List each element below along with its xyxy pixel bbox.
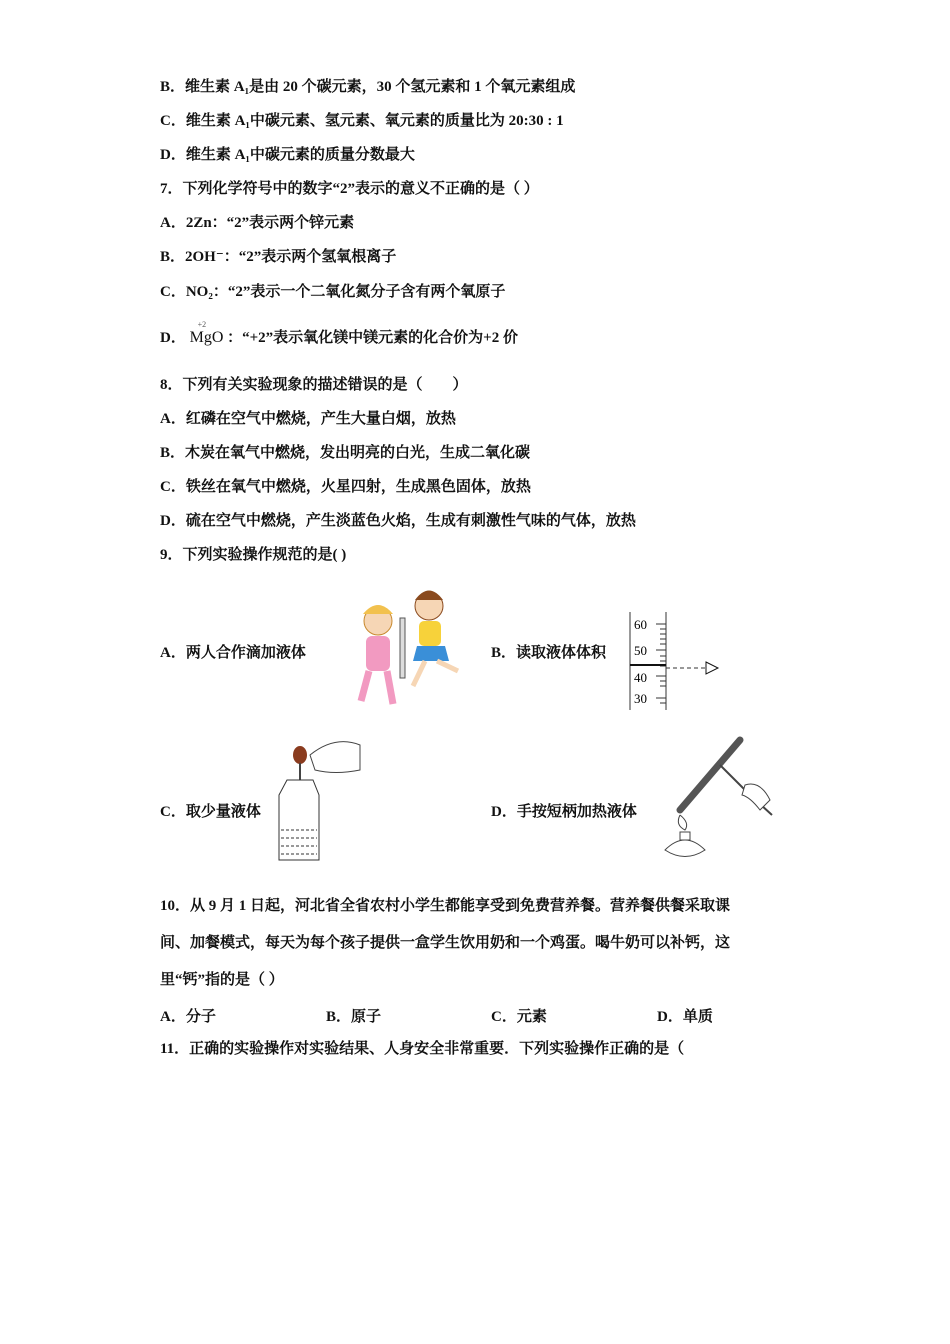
q11-stem: 11．正确的实验操作对实验结果、人身安全非常重要．下列实验操作正确的是（ [160,1041,685,1057]
graduated-cylinder-reading [626,610,726,715]
formula-text: MgO [189,329,224,346]
q10-option-c: C．元素 [491,1009,547,1025]
q10-option-d: D．单质 [657,1009,713,1025]
q10-line2: 间、加餐模式，每天为每个孩子提供一盒学生饮用奶和一个鸡蛋。喝牛奶可以补钙，这 [160,935,731,951]
q8-option-d: D．硫在空气中燃烧，产生淡蓝色火焰，生成有刺激性气味的气体，放热 [160,513,636,529]
heating-test-tube-alcohol-lamp [660,735,780,865]
valence-mark: +2 [197,320,207,329]
q9-option-a: A．两人合作滴加液体 [160,645,306,661]
q8-option-a: A．红磷在空气中燃烧，产生大量白烟，放热 [160,411,456,427]
q7-option-d-text: ：“+2”表示氧化镁中镁元素的化合价为+2 价 [227,330,518,346]
mgo-formula [189,320,224,346]
q10-option-b: B．原子 [326,1009,382,1025]
q7-option-b: B．2OH⁻：“2”表示两个氢氧根离子 [160,249,397,265]
q7-stem: 7．下列化学符号中的数字“2”表示的意义不正确的是（ ） [160,181,539,197]
q10-line1: 10．从 9 月 1 日起，河北省全省农村小学生都能享受到免费营养餐。营养餐供餐采取课 [160,898,731,914]
cylinder-mark-60: 60 [634,617,647,632]
q9-option-d: D．手按短柄加热液体 [491,804,637,820]
dropper-reagent-bottle [275,735,365,865]
q6-option-d: D．维生素 A₁中碳元素的质量分数最大 [160,147,415,163]
q8-stem: 8．下列有关实验现象的描述错误的是（ ） [160,377,468,393]
cylinder-mark-30: 30 [634,691,647,706]
cylinder-mark-50: 50 [634,643,647,658]
q9-option-b: B．读取液体体积 [491,645,607,661]
q10-line3: 里“钙”指的是（ ） [160,972,284,988]
q7-option-c: C．NO₂：“2”表示一个二氧化氮分子含有两个氧原子 [160,284,506,300]
two-children-dropping-illustration [333,576,468,716]
q8-option-c: C．铁丝在氧气中燃烧，火星四射，生成黑色固体，放热 [160,479,531,495]
q6-option-c: C．维生素 A₁中碳元素、氢元素、氧元素的质量比为 20:30 : 1 [160,113,564,129]
q7-option-a: A．2Zn：“2”表示两个锌元素 [160,215,355,231]
cylinder-mark-40: 40 [634,670,647,685]
q10-option-a: A．分子 [160,1009,216,1025]
q7-option-d [160,320,518,348]
q9-option-c: C．取少量液体 [160,804,261,820]
q8-option-b: B．木炭在氧气中燃烧，发出明亮的白光，生成二氧化碳 [160,445,531,461]
q6-option-b: B．维生素 A₁是由 20 个碳元素，30 个氢元素和 1 个氧元素组成 [160,79,576,95]
q9-stem: 9．下列实验操作规范的是( ) [160,547,347,563]
q7-option-d-label: D． [160,330,186,346]
